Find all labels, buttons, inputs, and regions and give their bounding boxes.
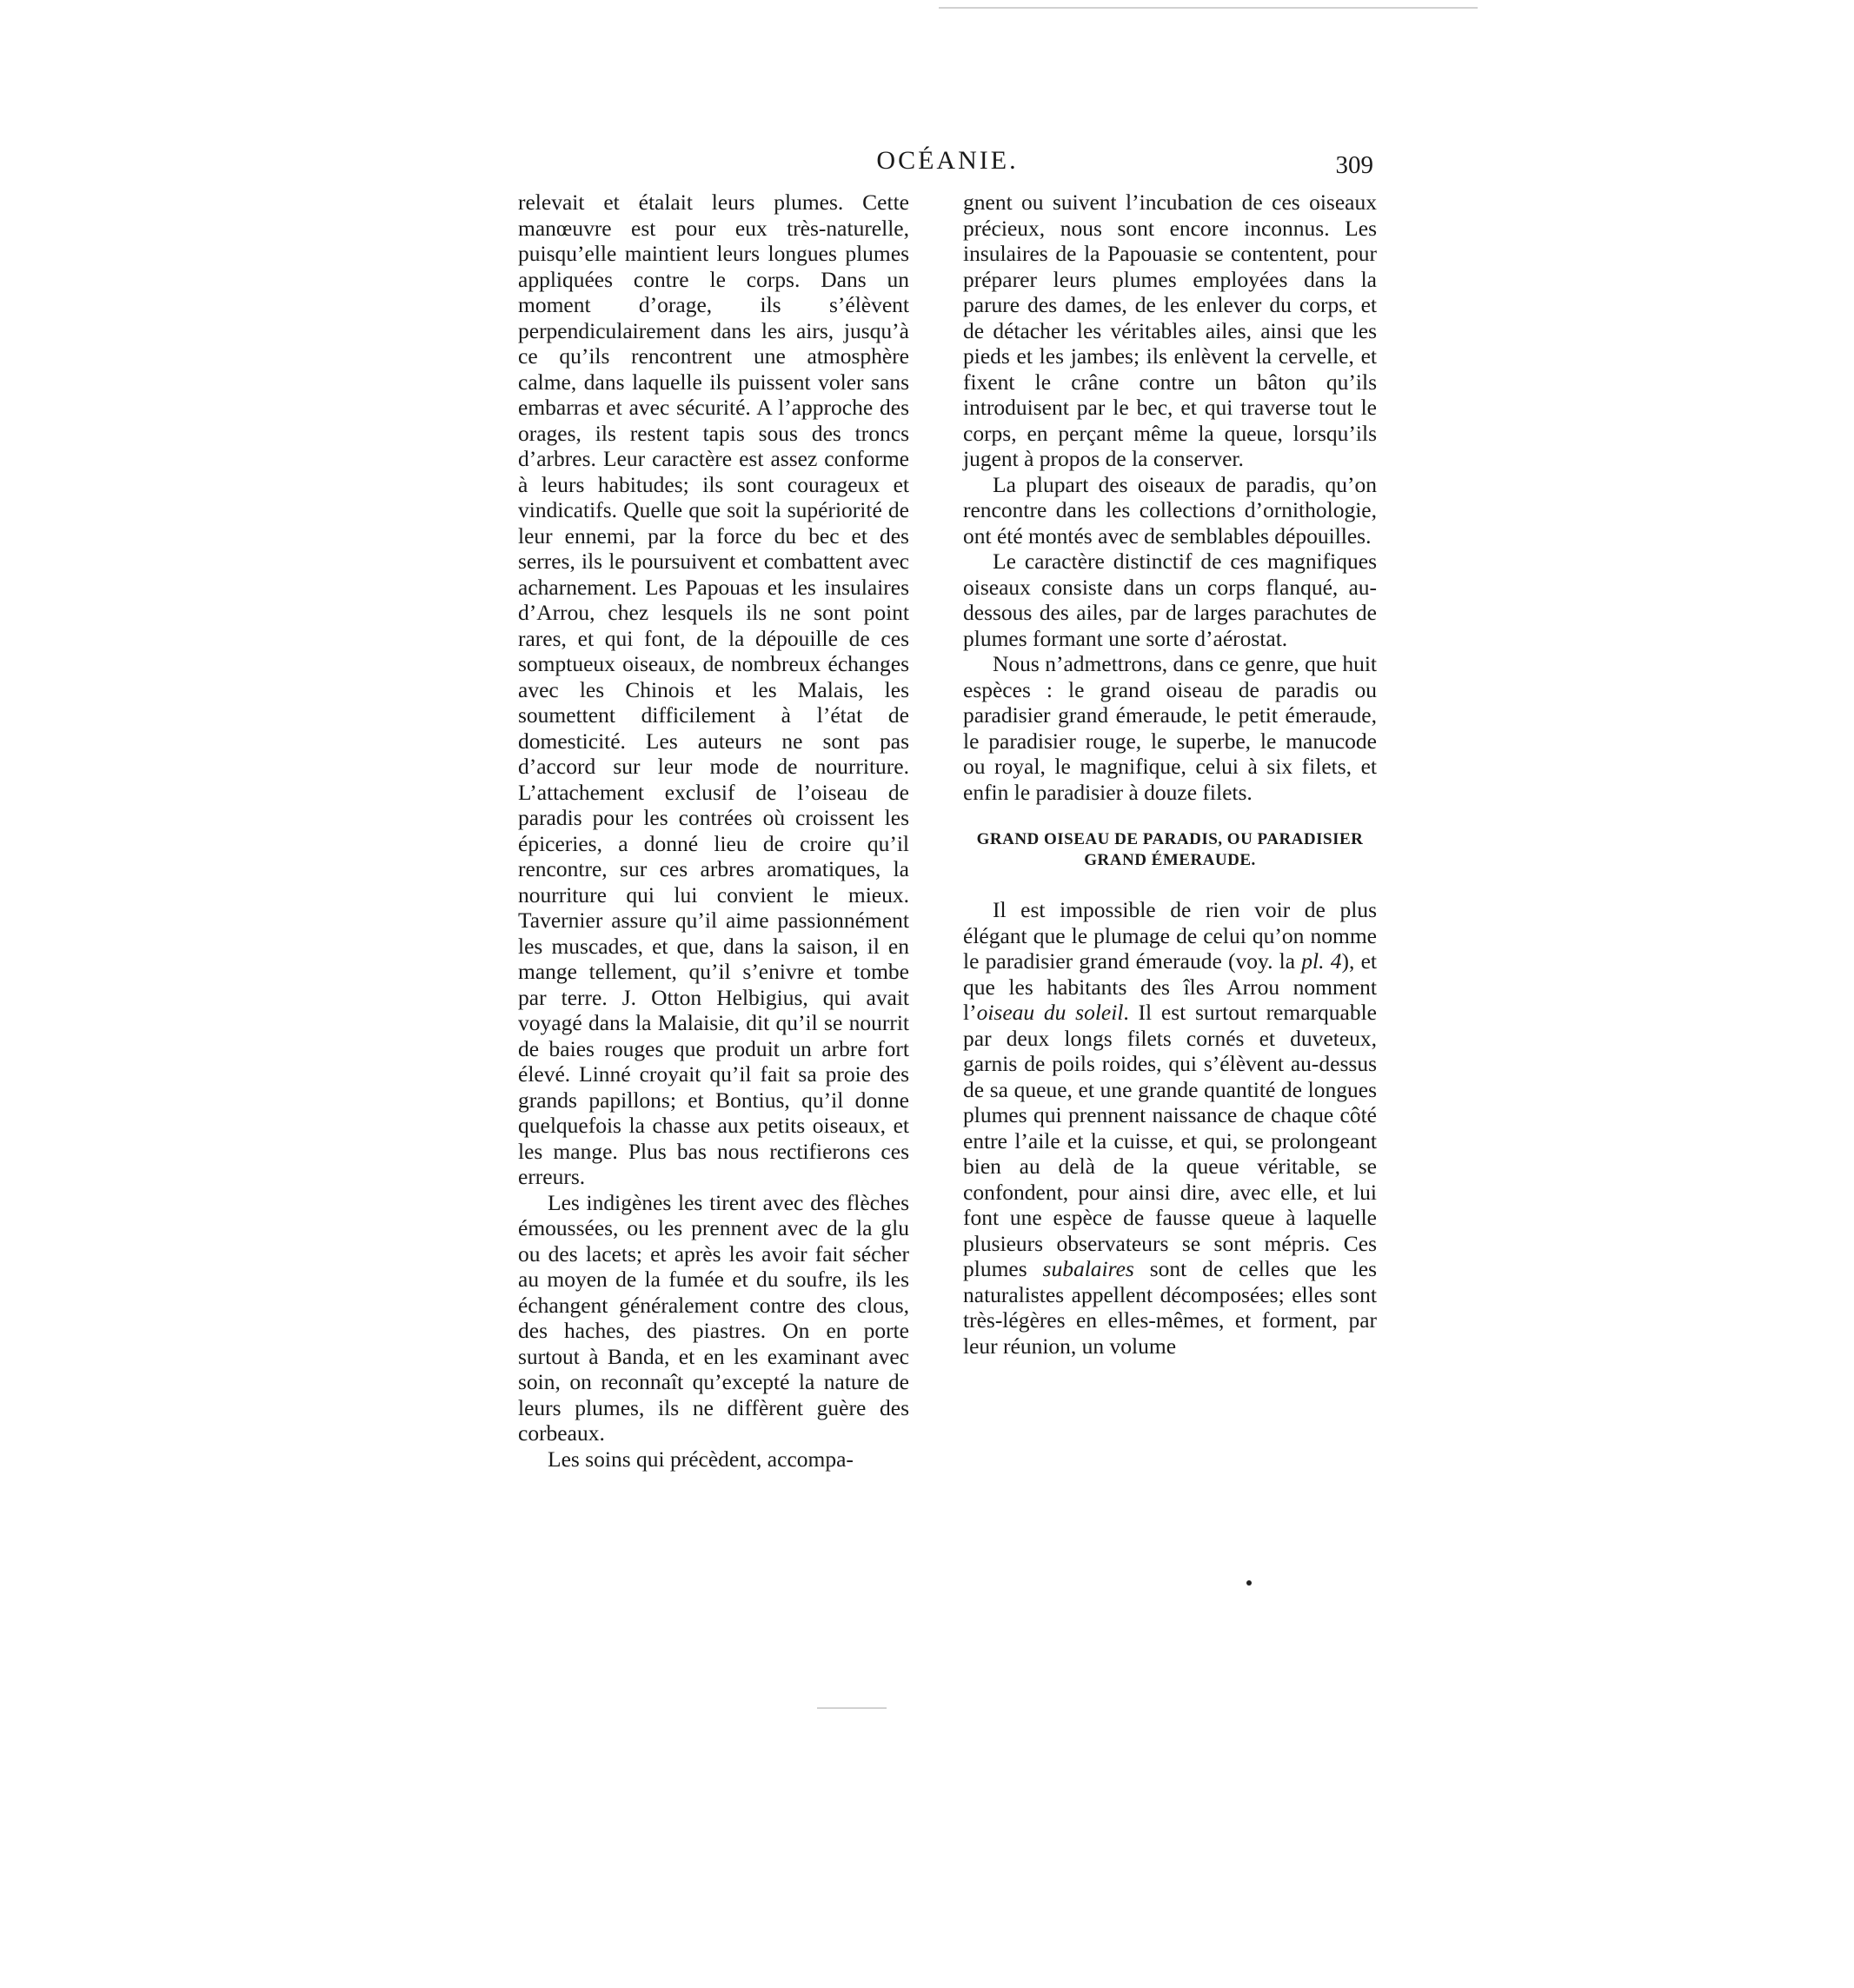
paragraph: Nous n’admettrons, dans ce genre, que huit espèces : le grand oiseau de paradis ou paradisier grand émeraude, le petit émeraude, le paradisier rouge, le superbe, le manucode ou royal, le magnifique, celui à six filets, et enfin le paradisier à douze filets. xyxy=(963,651,1377,805)
text-run: ), et que les habitants des îles Arrou nomment l’ xyxy=(963,948,1377,1025)
running-title: OCÉANIE. xyxy=(876,146,1019,175)
paragraph: Les soins qui précèdent, accompa- xyxy=(548,1446,854,1472)
scan-artifact-bottom xyxy=(817,1707,887,1709)
plate-reference: pl. 4 xyxy=(1301,948,1342,974)
page-number: 309 xyxy=(1335,151,1373,179)
common-name: oiseau du soleil xyxy=(976,1000,1124,1025)
text-run: Il est impossible de rien voir de plus élégant que le plumage de celui qu’on nomme le paradisier grand émeraude (voy. la xyxy=(963,897,1377,974)
paragraph: gnent ou suivent l’incubation de ces oiseaux précieux, nous sont encore inconnus. Les insulaires de la Papouasie se contentent, pour préparer leurs plumes employées dans la parure des dames, de les enlever du corps, et de détacher les véritables ailes, ainsi que les pieds et les jambes; ils enlèvent la cervelle, et fixent le crâne contre un bâton qu’ils introduisent par le bec, et qui traverse tout le corps, en perçant même la queue, lorsqu’ils jugent à propos de la conserver. xyxy=(963,189,1377,471)
right-text-column xyxy=(963,189,1377,1359)
paragraph xyxy=(963,897,1377,1359)
technical-term: subalaires xyxy=(1042,1256,1134,1281)
left-text-column xyxy=(518,189,909,1472)
paragraph: Le caractère distinctif de ces magnifiques oiseaux consiste dans un corps flanqué, au-dessous des ailes, par de larges parachutes de plumes formant une sorte d’aérostat. xyxy=(963,549,1377,651)
paragraph: relevait et étalait leurs plumes. Cette manœuvre est pour eux très-naturelle, puisqu’elle maintient leurs longues plumes appliquées contre le corps. Dans un moment d’orage, ils s’élèvent perpendiculairement dans les airs, jusqu’à ce qu’ils rencontrent une atmosphère calme, dans laquelle ils puissent voler sans embarras et avec sécurité. A l’approche des orages, ils restent tapis sous des troncs d’arbres. Leur caractère est assez conforme à leurs habitudes; ils sont courageux et vindicatifs. Quelle que soit la supériorité de leur ennemi, par la force du bec et des serres, ils le poursuivent et combattent avec acharnement. Les Papouas et les insulaires d’Arrou, chez lesquels ils ne sont point rares, et qui font, de la dépouille de ces somptueux oiseaux, de nombreux échanges avec les Chinois et les Malais, les soumettent difficilement à l’état de domesticité. Les auteurs ne sont pas d’accord sur leur mode de nourriture. L’attachement exclusif de l’oiseau de paradis pour les contrées où croissent les épiceries, a donné lieu de croire qu’il rencontre, sur ces arbres aromatiques, la nourriture qui lui convient le mieux. Tavernier assure qu’il aime passionnément les muscades, et que, dans la saison, il en mange tellement, qu’il s’enivre et tombe par terre. J. Otton Helbigius, qui avait voyagé dans la Malaisie, dit qu’il se nourrit de baies rouges que produit un arbre fort élevé. Linné croyait qu’il fait sa proie des grands papillons; et Bontius, qu’il donne quelquefois la chasse aux petits oiseaux, et les mange. Plus bas nous rectifierons ces erreurs. xyxy=(518,189,909,1189)
section-heading-line: GRAND OISEAU DE PARADIS, OU PARADISIER xyxy=(976,830,1364,848)
scan-artifact-top xyxy=(939,7,1478,9)
section-heading xyxy=(963,829,1377,871)
ink-speck xyxy=(1246,1580,1252,1586)
text-run: sont de celles que les naturalistes appellent décomposées; elles sont très-légères en elles-mêmes, et forment, par leur réunion, un volume xyxy=(963,1256,1377,1359)
paragraph: Les indigènes les tirent avec des flèches émoussées, ou les prennent avec de la glu ou des lacets; et après les avoir fait sécher au moyen de la fumée et du soufre, ils les échangent généralement contre des clous, des haches, des piastres. On en porte surtout à Banda, et en les examinant avec soin, on reconnaît qu’excepté la nature de leurs plumes, ils ne diffèrent guère des corbeaux. xyxy=(518,1189,909,1446)
text-run: . Il est surtout remarquable par deux longs filets cornés et duveteux, garnis de poils roides, qui s’élèvent au-dessus de sa queue, et une grande quantité de longues plumes qui prennent naissance de chaque côté entre l’aile et la cuisse, et qui, se prolongeant bien au delà de la queue véritable, se confondent, pour ainsi dire, avec elle, et lui font une espèce de fausse queue à laquelle plusieurs observateurs se sont mépris. Ces plumes xyxy=(963,1000,1377,1281)
paragraph: La plupart des oiseaux de paradis, qu’on rencontre dans les collections d’ornithologie, ont été montés avec de semblables dépouilles. xyxy=(963,471,1377,549)
section-heading-line: GRAND ÉMERAUDE. xyxy=(1084,851,1256,869)
